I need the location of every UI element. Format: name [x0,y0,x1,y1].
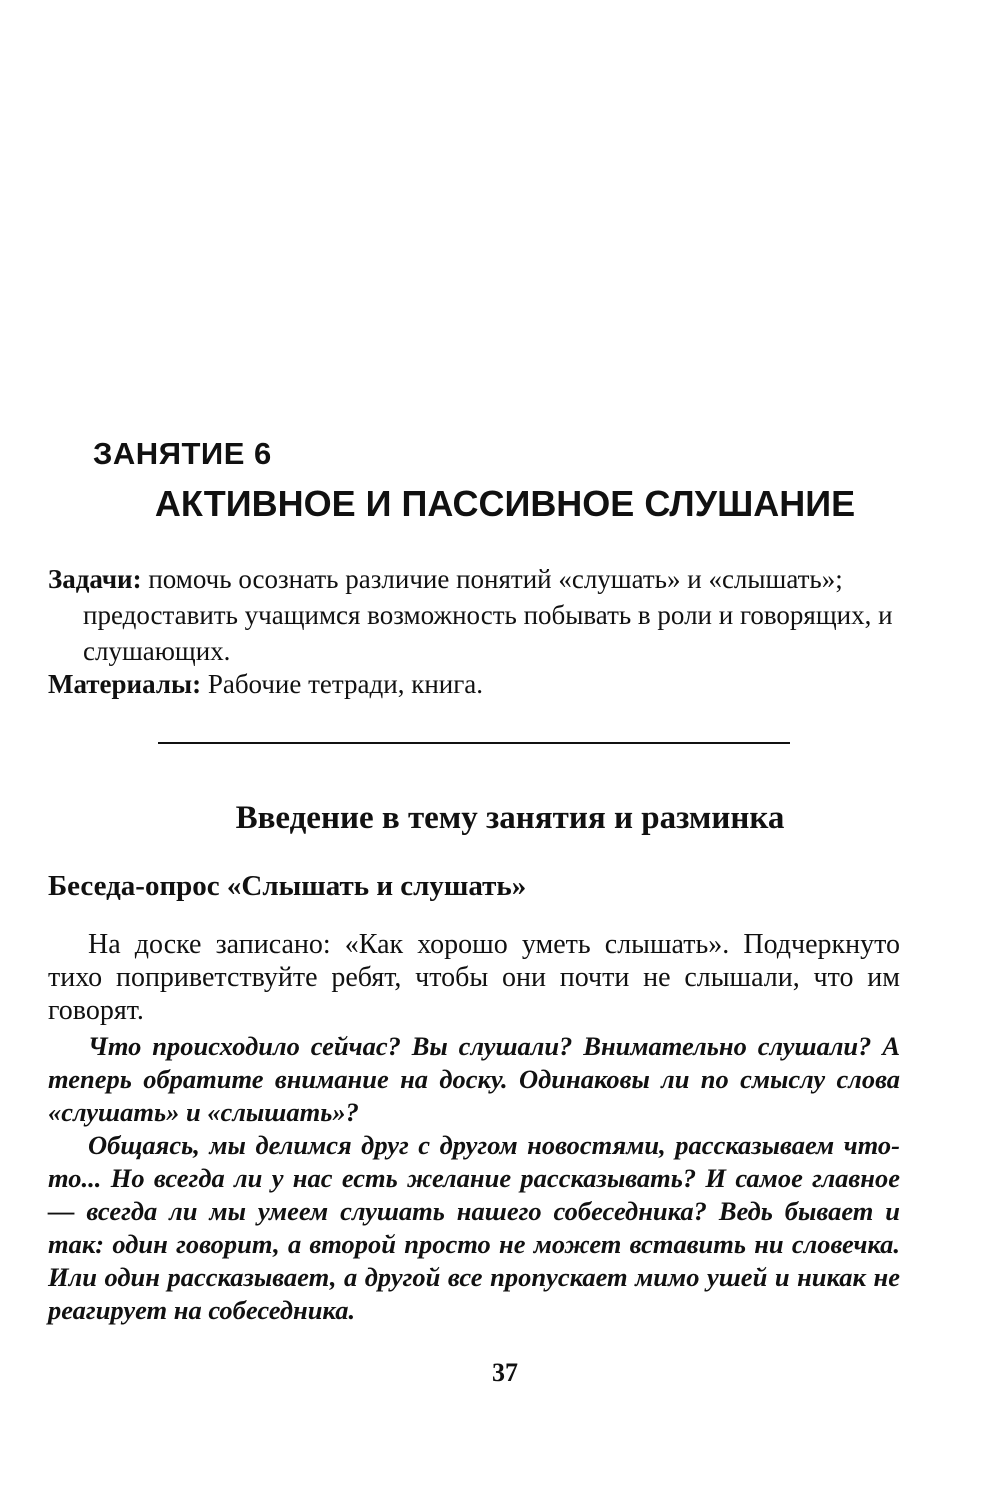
question-paragraph-1: Что происходило сейчас? Вы слушали? Внимательно слушали? А теперь обратите внимание на доску. Одинаковы ли по смыслу слова «слушать» и «слышать»? [48,1031,900,1127]
subsection-heading: Беседа-опрос «Слышать и слушать» [48,870,527,902]
lesson-title: АКТИВНОЕ И ПАССИВНОЕ СЛУШАНИЕ [154,483,856,524]
tasks-text: помочь осознать различие понятий «слушать» и «слышать»; предоставить учащимся возможность побывать в роли и говорящих, и слушающих. [83,564,893,666]
tasks-label: Задачи: [48,564,142,594]
tasks-paragraph [48,561,935,669]
materials-label: Материалы: [48,669,202,699]
materials-text: Рабочие тетради, книга. [207,669,484,699]
page-number: 37 [492,1358,518,1387]
materials-paragraph [48,666,900,702]
section-divider [158,742,790,744]
section-heading: Введение в тему занятия и разминка [235,800,785,836]
lesson-number: ЗАНЯТИЕ 6 [93,436,272,471]
question-paragraph-2: Общаясь, мы делимся друг с другом новостями, рассказываем что-то... Но всегда ли у нас есть желание рассказывать? И самое главное — всегда ли мы умеем слушать нашего собеседника? Ведь бывает и так: один говорит, а второй просто не может вставить ни словечка. Или один рассказывает, а другой все пропускает мимо ушей и никак не реагирует на собеседника. [48,1130,900,1325]
intro-paragraph: На доске записано: «Как хорошо уметь слышать». Подчеркнуто тихо поприветствуйте ребят, чтобы они почти не слышали, что им говорят. [48,929,900,1026]
